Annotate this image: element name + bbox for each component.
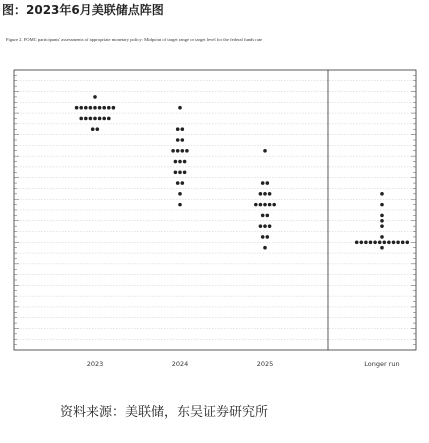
dot-marker bbox=[266, 214, 270, 218]
dot-plot-chart bbox=[0, 58, 429, 393]
dot-marker bbox=[364, 241, 368, 245]
dot-marker bbox=[263, 246, 267, 250]
dot-marker bbox=[181, 127, 185, 131]
dot-marker bbox=[263, 224, 267, 228]
dot-marker bbox=[369, 241, 373, 245]
dot-marker bbox=[89, 117, 93, 121]
dot-marker bbox=[259, 192, 263, 196]
dot-marker bbox=[93, 95, 97, 99]
dot-marker bbox=[383, 241, 387, 245]
dot-marker bbox=[259, 203, 263, 207]
dot-marker bbox=[93, 106, 97, 110]
dot-marker bbox=[176, 181, 180, 185]
dot-marker bbox=[183, 171, 187, 175]
dot-marker bbox=[102, 117, 106, 121]
dot-marker bbox=[181, 149, 185, 153]
dot-marker bbox=[401, 241, 405, 245]
dot-marker bbox=[263, 149, 267, 153]
dot-marker bbox=[93, 117, 97, 121]
dot-marker bbox=[96, 127, 100, 131]
dot-marker bbox=[378, 241, 382, 245]
x-tick-label: 2025 bbox=[256, 360, 274, 368]
dot-marker bbox=[181, 181, 185, 185]
dot-marker bbox=[254, 203, 258, 207]
dot-marker bbox=[174, 160, 178, 164]
figure-header bbox=[0, 0, 429, 20]
dot-marker bbox=[380, 192, 384, 196]
dot-marker bbox=[355, 241, 359, 245]
dot-marker bbox=[380, 214, 384, 218]
dot-marker bbox=[392, 241, 396, 245]
dot-marker bbox=[373, 241, 377, 245]
dot-marker bbox=[185, 149, 189, 153]
dot-marker bbox=[79, 106, 83, 110]
dot-marker bbox=[75, 106, 79, 110]
dot-marker bbox=[380, 203, 384, 207]
dot-marker bbox=[266, 181, 270, 185]
dot-marker bbox=[174, 171, 178, 175]
dot-marker bbox=[112, 106, 116, 110]
dot-marker bbox=[183, 160, 187, 164]
dot-marker bbox=[171, 149, 175, 153]
dot-marker bbox=[79, 117, 83, 121]
dot-marker bbox=[268, 224, 272, 228]
dot-marker bbox=[380, 235, 384, 239]
dot-marker bbox=[396, 241, 400, 245]
dot-marker bbox=[263, 192, 267, 196]
x-tick-label: 2024 bbox=[171, 360, 189, 368]
dot-marker bbox=[181, 138, 185, 142]
dot-marker bbox=[380, 224, 384, 228]
dot-marker bbox=[178, 106, 182, 110]
dot-marker bbox=[261, 181, 265, 185]
dot-marker bbox=[91, 127, 95, 131]
dot-marker bbox=[89, 106, 93, 110]
dot-marker bbox=[259, 224, 263, 228]
dot-marker bbox=[176, 127, 180, 131]
figure-label: 图：2023年6月美联储点阵图 bbox=[2, 3, 164, 17]
dot-marker bbox=[266, 235, 270, 239]
x-tick-label: Longer run bbox=[364, 360, 400, 368]
dot-marker bbox=[268, 203, 272, 207]
dot-marker bbox=[107, 117, 111, 121]
dot-marker bbox=[272, 203, 276, 207]
dot-marker bbox=[107, 106, 111, 110]
dot-marker bbox=[102, 106, 106, 110]
dot-marker bbox=[406, 241, 410, 245]
dot-plot-svg bbox=[0, 58, 429, 393]
dot-marker bbox=[176, 149, 180, 153]
dot-marker bbox=[178, 171, 182, 175]
dot-marker bbox=[380, 246, 384, 250]
dot-marker bbox=[178, 160, 182, 164]
x-tick-label: 2023 bbox=[86, 360, 104, 368]
dot-marker bbox=[84, 106, 88, 110]
dot-marker bbox=[178, 203, 182, 207]
dot-marker bbox=[84, 117, 88, 121]
figure-caption: Figure 2. FOMC participants' assessments of appropriate monetary policy: Midpoint of target range or target level for the federal funds rate bbox=[6, 37, 263, 42]
dot-marker bbox=[261, 214, 265, 218]
dot-marker bbox=[263, 203, 267, 207]
dot-marker bbox=[360, 241, 364, 245]
dot-marker bbox=[98, 106, 102, 110]
dot-marker bbox=[268, 192, 272, 196]
dot-marker bbox=[176, 138, 180, 142]
source-note: 资料来源：美联储，东吴证券研究所 bbox=[60, 405, 269, 420]
dot-marker bbox=[178, 192, 182, 196]
dot-marker bbox=[98, 117, 102, 121]
dot-marker bbox=[387, 241, 391, 245]
dot-marker bbox=[380, 219, 384, 223]
dot-marker bbox=[261, 235, 265, 239]
